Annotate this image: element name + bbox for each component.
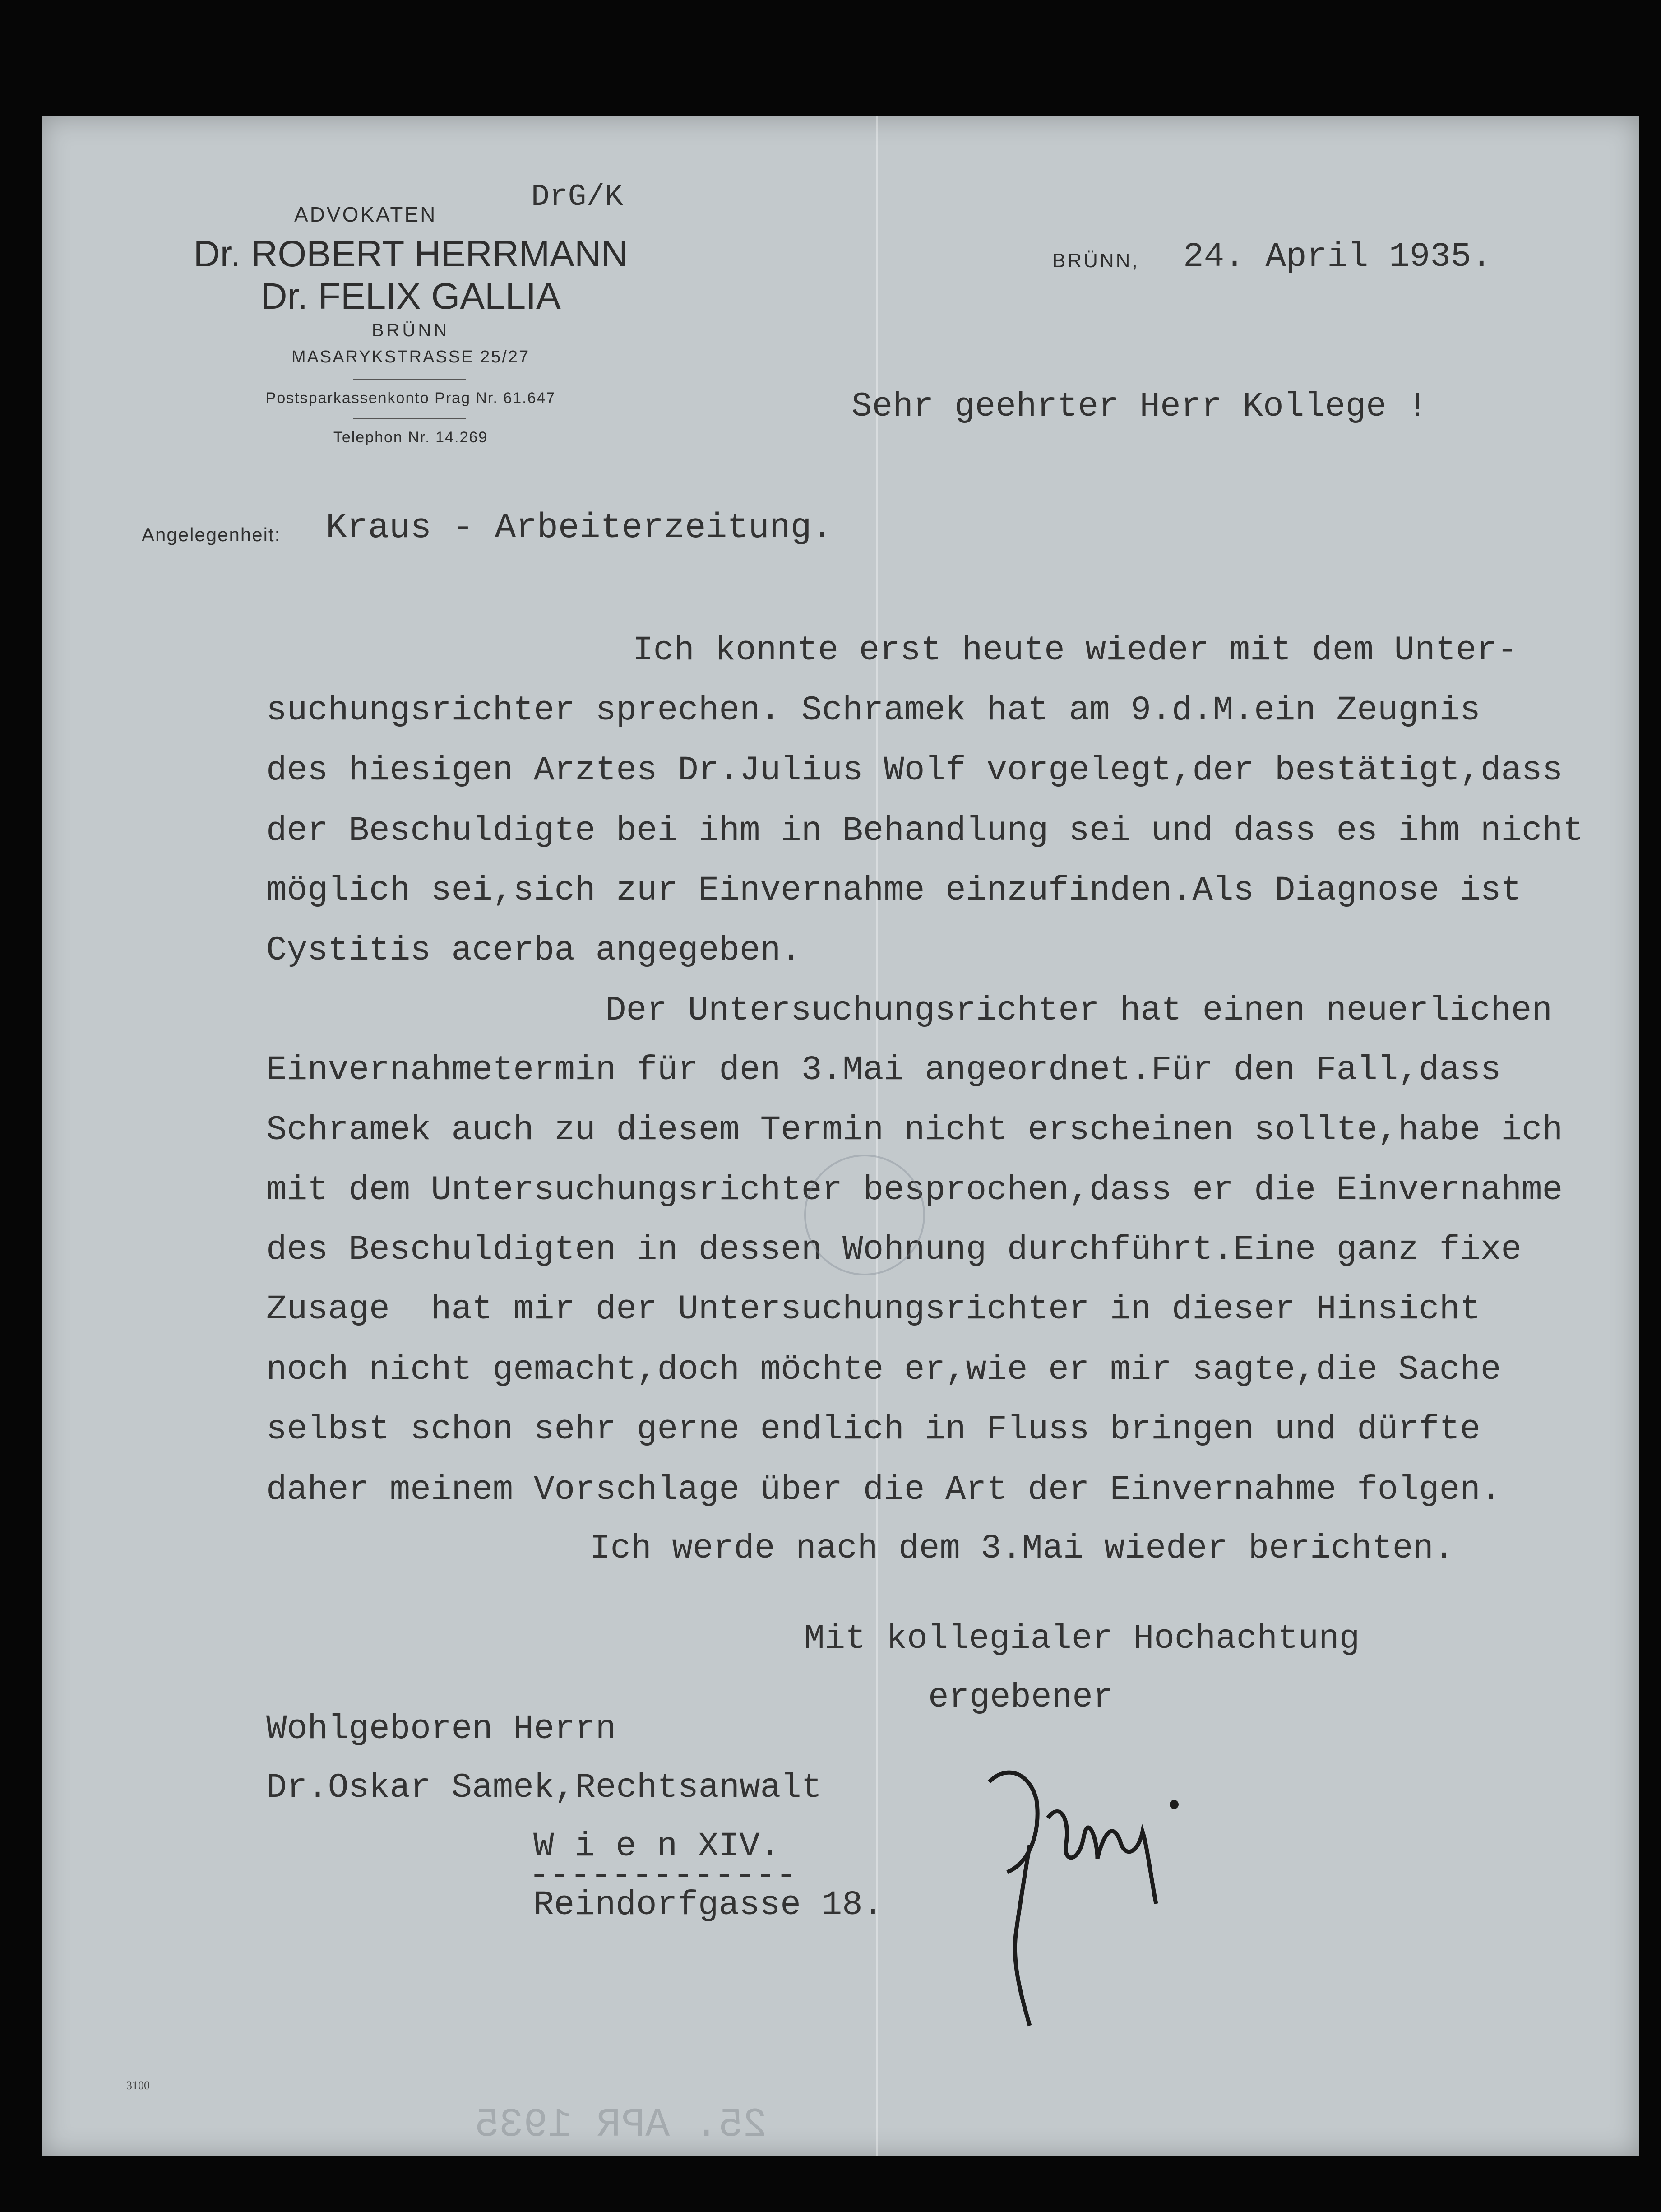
letterhead-advokaten: ADVOKATEN <box>294 203 437 226</box>
body-line: Der Untersuchungsrichter hat einen neuerlichen <box>606 991 1552 1030</box>
body-line: Zusage hat mir der Untersuchungsrichter in dieser Hinsicht <box>266 1290 1481 1329</box>
closing-ergebener: ergebener <box>928 1678 1114 1717</box>
closing-line: Mit kollegialer Hochachtung <box>804 1619 1360 1658</box>
body-line: Cystitis acerba angegeben. <box>266 931 801 970</box>
subject-value: Kraus - Arbeiterzeitung. <box>326 508 833 548</box>
letterhead-postal-account: Postsparkassenkonto Prag Nr. 61.647 <box>265 390 556 407</box>
letterhead-phone: Telephon Nr. 14.269 <box>333 429 488 446</box>
body-line: Ich konnte erst heute wieder mit dem Unter- <box>633 631 1518 670</box>
salutation: Sehr geehrter Herr Kollege ! <box>851 387 1428 426</box>
letterhead-street: MASARYKSTRASSE 25/27 <box>291 348 530 366</box>
date-city: BRÜNN, <box>1052 250 1139 272</box>
body-line: mit dem Untersuchungsrichter besprochen,dass er die Einvernahme <box>266 1171 1563 1210</box>
letter-sheet <box>42 116 1639 2156</box>
recipient-name: Dr.Oskar Samek,Rechtsanwalt <box>266 1768 822 1807</box>
body-line: selbst schon sehr gerne endlich in Fluss bringen und dürfte <box>266 1410 1481 1449</box>
received-date-stamp: 25. APR 1935 <box>475 2102 768 2148</box>
body-line: möglich sei,sich zur Einvernahme einzufinden.Als Diagnose ist <box>266 871 1522 910</box>
body-line: Ich werde nach dem 3.Mai wieder berichten. <box>590 1529 1454 1568</box>
recipient-city-underline: ------------- <box>529 1856 796 1895</box>
body-line: Einvernahmetermin für den 3.Mai angeordnet.Für den Fall,dass <box>266 1051 1501 1090</box>
recipient-city: W i e n XIV. <box>533 1827 781 1866</box>
body-line: des Beschuldigten in dessen Wohnung durchführt.Eine ganz fixe <box>266 1230 1522 1269</box>
date-value: 24. April 1935. <box>1183 237 1492 276</box>
letterhead-name-gallia: Dr. FELIX GALLIA <box>260 276 561 317</box>
body-line: des hiesigen Arztes Dr.Julius Wolf vorgelegt,der bestätigt,dass <box>266 751 1563 790</box>
letterhead-divider-1 <box>353 379 466 380</box>
recipient-honorific: Wohlgeboren Herrn <box>266 1710 616 1748</box>
body-line: daher meinem Vorschlage über die Art der Einvernahme folgen. <box>266 1470 1501 1509</box>
body-line: der Beschuldigte bei ihm in Behandlung sei und dass es ihm nicht <box>266 812 1583 850</box>
official-seal-stamp <box>804 1155 925 1275</box>
subject-label: Angelegenheit: <box>142 524 281 545</box>
body-line: noch nicht gemacht,doch möchte er,wie er mir sagte,die Sache <box>266 1350 1501 1389</box>
letterhead-city: BRÜNN <box>371 320 450 340</box>
letterhead-name-herrmann: Dr. ROBERT HERRMANN <box>193 233 628 274</box>
signature <box>962 1728 1233 2044</box>
letterhead-divider-2 <box>353 418 466 419</box>
recipient-street: Reindorfgasse 18. <box>533 1886 884 1924</box>
form-number: 3100 <box>126 2079 150 2092</box>
reference-code: DrG/K <box>531 180 624 214</box>
body-line: Schramek auch zu diesem Termin nicht erscheinen sollte,habe ich <box>266 1111 1563 1150</box>
body-line: suchungsrichter sprechen. Schramek hat am 9.d.M.ein Zeugnis <box>266 691 1481 730</box>
